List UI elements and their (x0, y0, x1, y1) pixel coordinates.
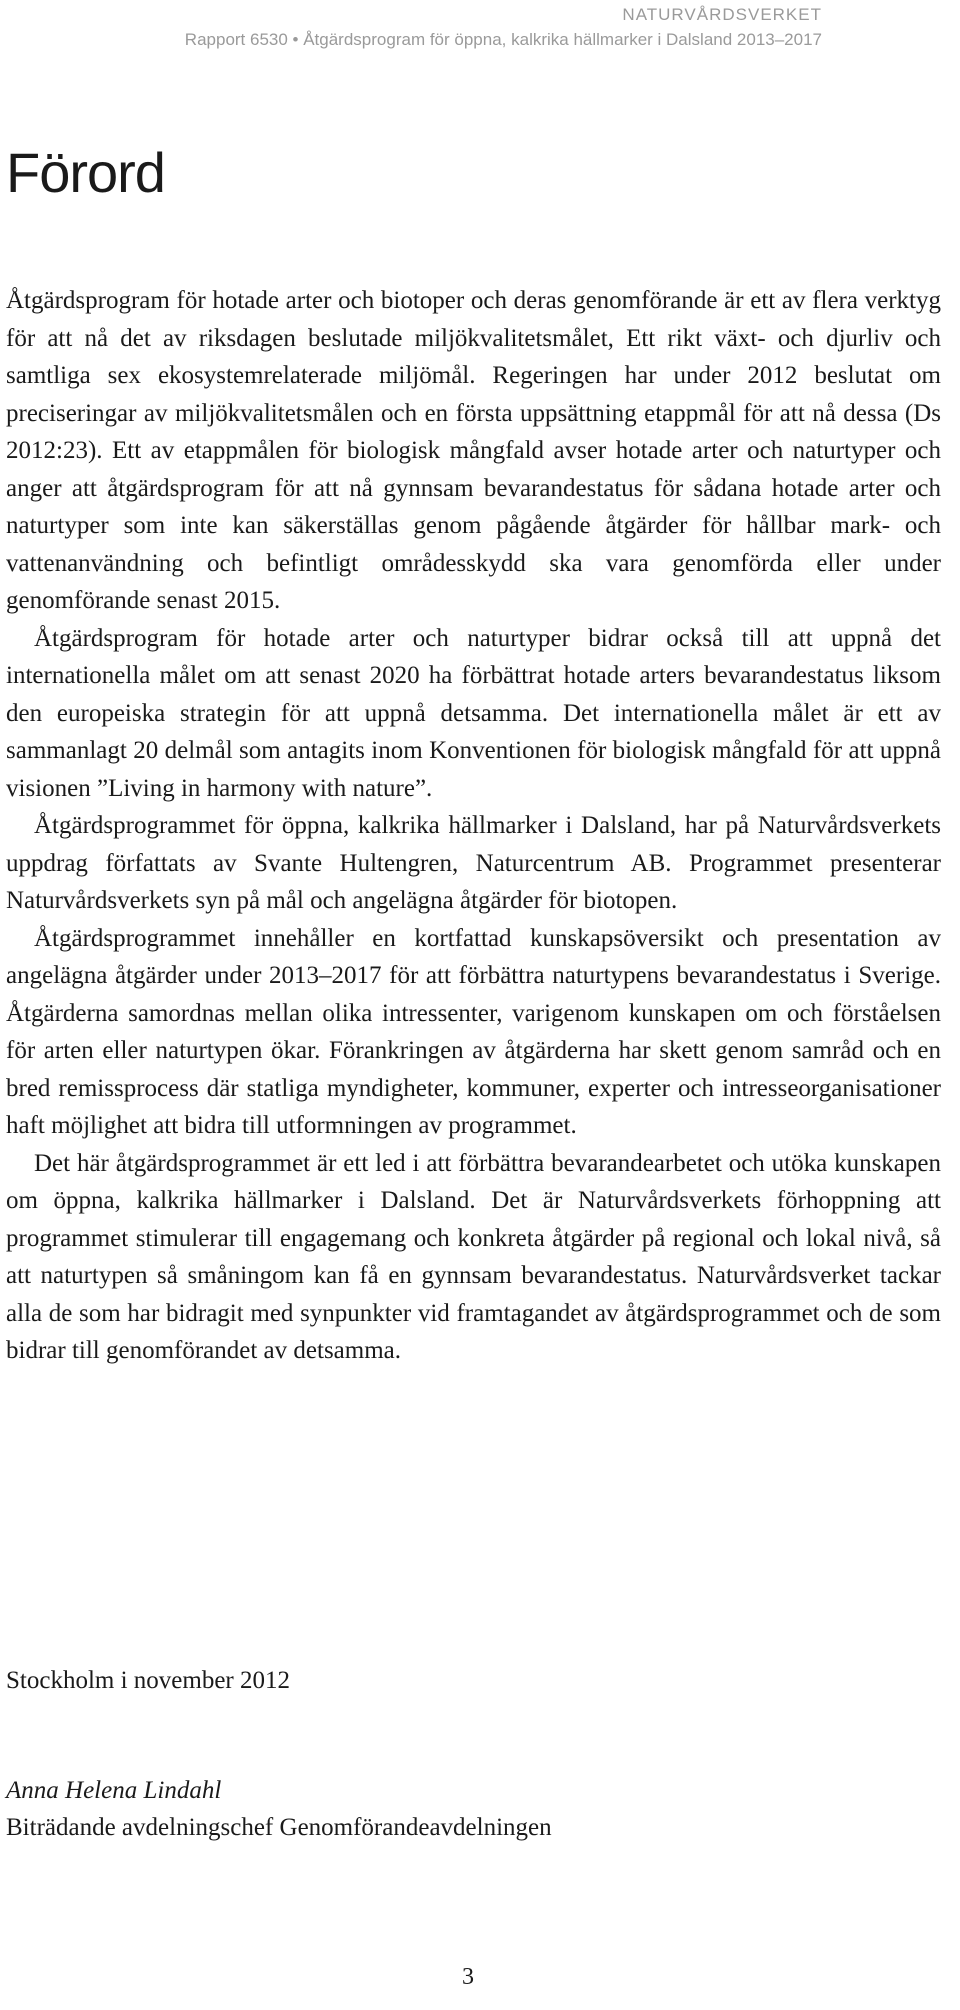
place-and-date: Stockholm i november 2012 (6, 1667, 290, 1694)
paragraph: Åtgärdsprogrammet innehåller en kortfattad kunskapsöversikt och presentation av angelägna åtgärder under 2013–2017 för att förbättra naturtypens bevarandestatus i Sverige. Åtgärderna samordnas mellan olika intressenter, varigenom kunskapen om och förståelsen för arten eller naturtypen ökar. Förankringen av åtgärderna har skett genom samråd och en bred remissprocess där statliga myndigheter, kommuner, experter och intresseorganisationer haft möjlighet att bidra till utformningen av programmet. (6, 924, 941, 1139)
page-number: 3 (462, 1964, 474, 1990)
running-header (185, 2, 822, 52)
paragraph: Åtgärdsprogrammet för öppna, kalkrika hällmarker i Dalsland, har på Naturvårdsverkets uppdrag författats av Svante Hultengren, Naturcentrum AB. Programmet presenterar Naturvårdsverkets syn på mål och angelägna åtgärder för biotopen. (6, 812, 941, 914)
signature-block (6, 1772, 552, 1846)
paragraph: Det här åtgärdsprogrammet är ett led i att förbättra bevarandearbetet och utöka kunskapen om öppna, kalkrika hällmarker i Dalsland. Det är Naturvårdsverkets förhoppning att programmet stimulerar till engagemang och konkreta åtgärder på regional och lokal nivå, så att naturtypen så småningom kan få en gynnsam bevarandestatus. Naturvårdsverket tackar alla de som har bidragit med synpunkter vid framtagandet av åtgärdsprogrammet och de som bidrar till genomförandet av detsamma. (6, 1149, 941, 1364)
header-report-title: Rapport 6530 • Åtgärdsprogram för öppna, kalkrika hällmarker i Dalsland 2013–2017 (184, 30, 822, 49)
page-title: Förord (6, 141, 165, 204)
signatory-name: Anna Helena Lindahl (6, 1777, 222, 1804)
paragraph: Åtgärdsprogram för hotade arter och naturtyper bidrar också till att uppnå det internationella målet om att senast 2020 ha förbättrat hotade arters bevarandestatus liksom den europeiska strategin för att uppnå detsamma. Det internationella målet är ett av sammanlagt 20 delmål som antagits inom Konventionen för biologisk mångfald för att uppnå visionen ”Living in harmony with nature”. (6, 624, 941, 802)
foreword-body (6, 282, 941, 1370)
signatory-role: Biträdande avdelningschef Genomförandeavdelningen (6, 1814, 552, 1841)
header-organization: NATURVÅRDSVERKET (622, 5, 822, 24)
paragraph: Åtgärdsprogram för hotade arter och biotoper och deras genomförande är ett av flera verktyg för att nå det av riksdagen beslutade miljökvalitetsmålet, Ett rikt växt- och djurliv och samtliga sex ekosystemrelaterade miljömål. Regeringen har under 2012 beslutat om preciseringar av miljökvalitetsmålen och en första uppsättning etappmål för att nå dessa (Ds 2012:23). Ett av etappmålen för biologisk mångfald avser hotade arter och naturtyper och anger att åtgärdsprogram för att nå gynnsam bevarandestatus för sådana hotade arter och naturtyper som inte kan säkerställas genom pågående åtgärder för hållbar mark- och vattenanvändning och befintligt områdesskydd ska vara genomförda eller under genomförande senast 2015. (6, 287, 941, 614)
